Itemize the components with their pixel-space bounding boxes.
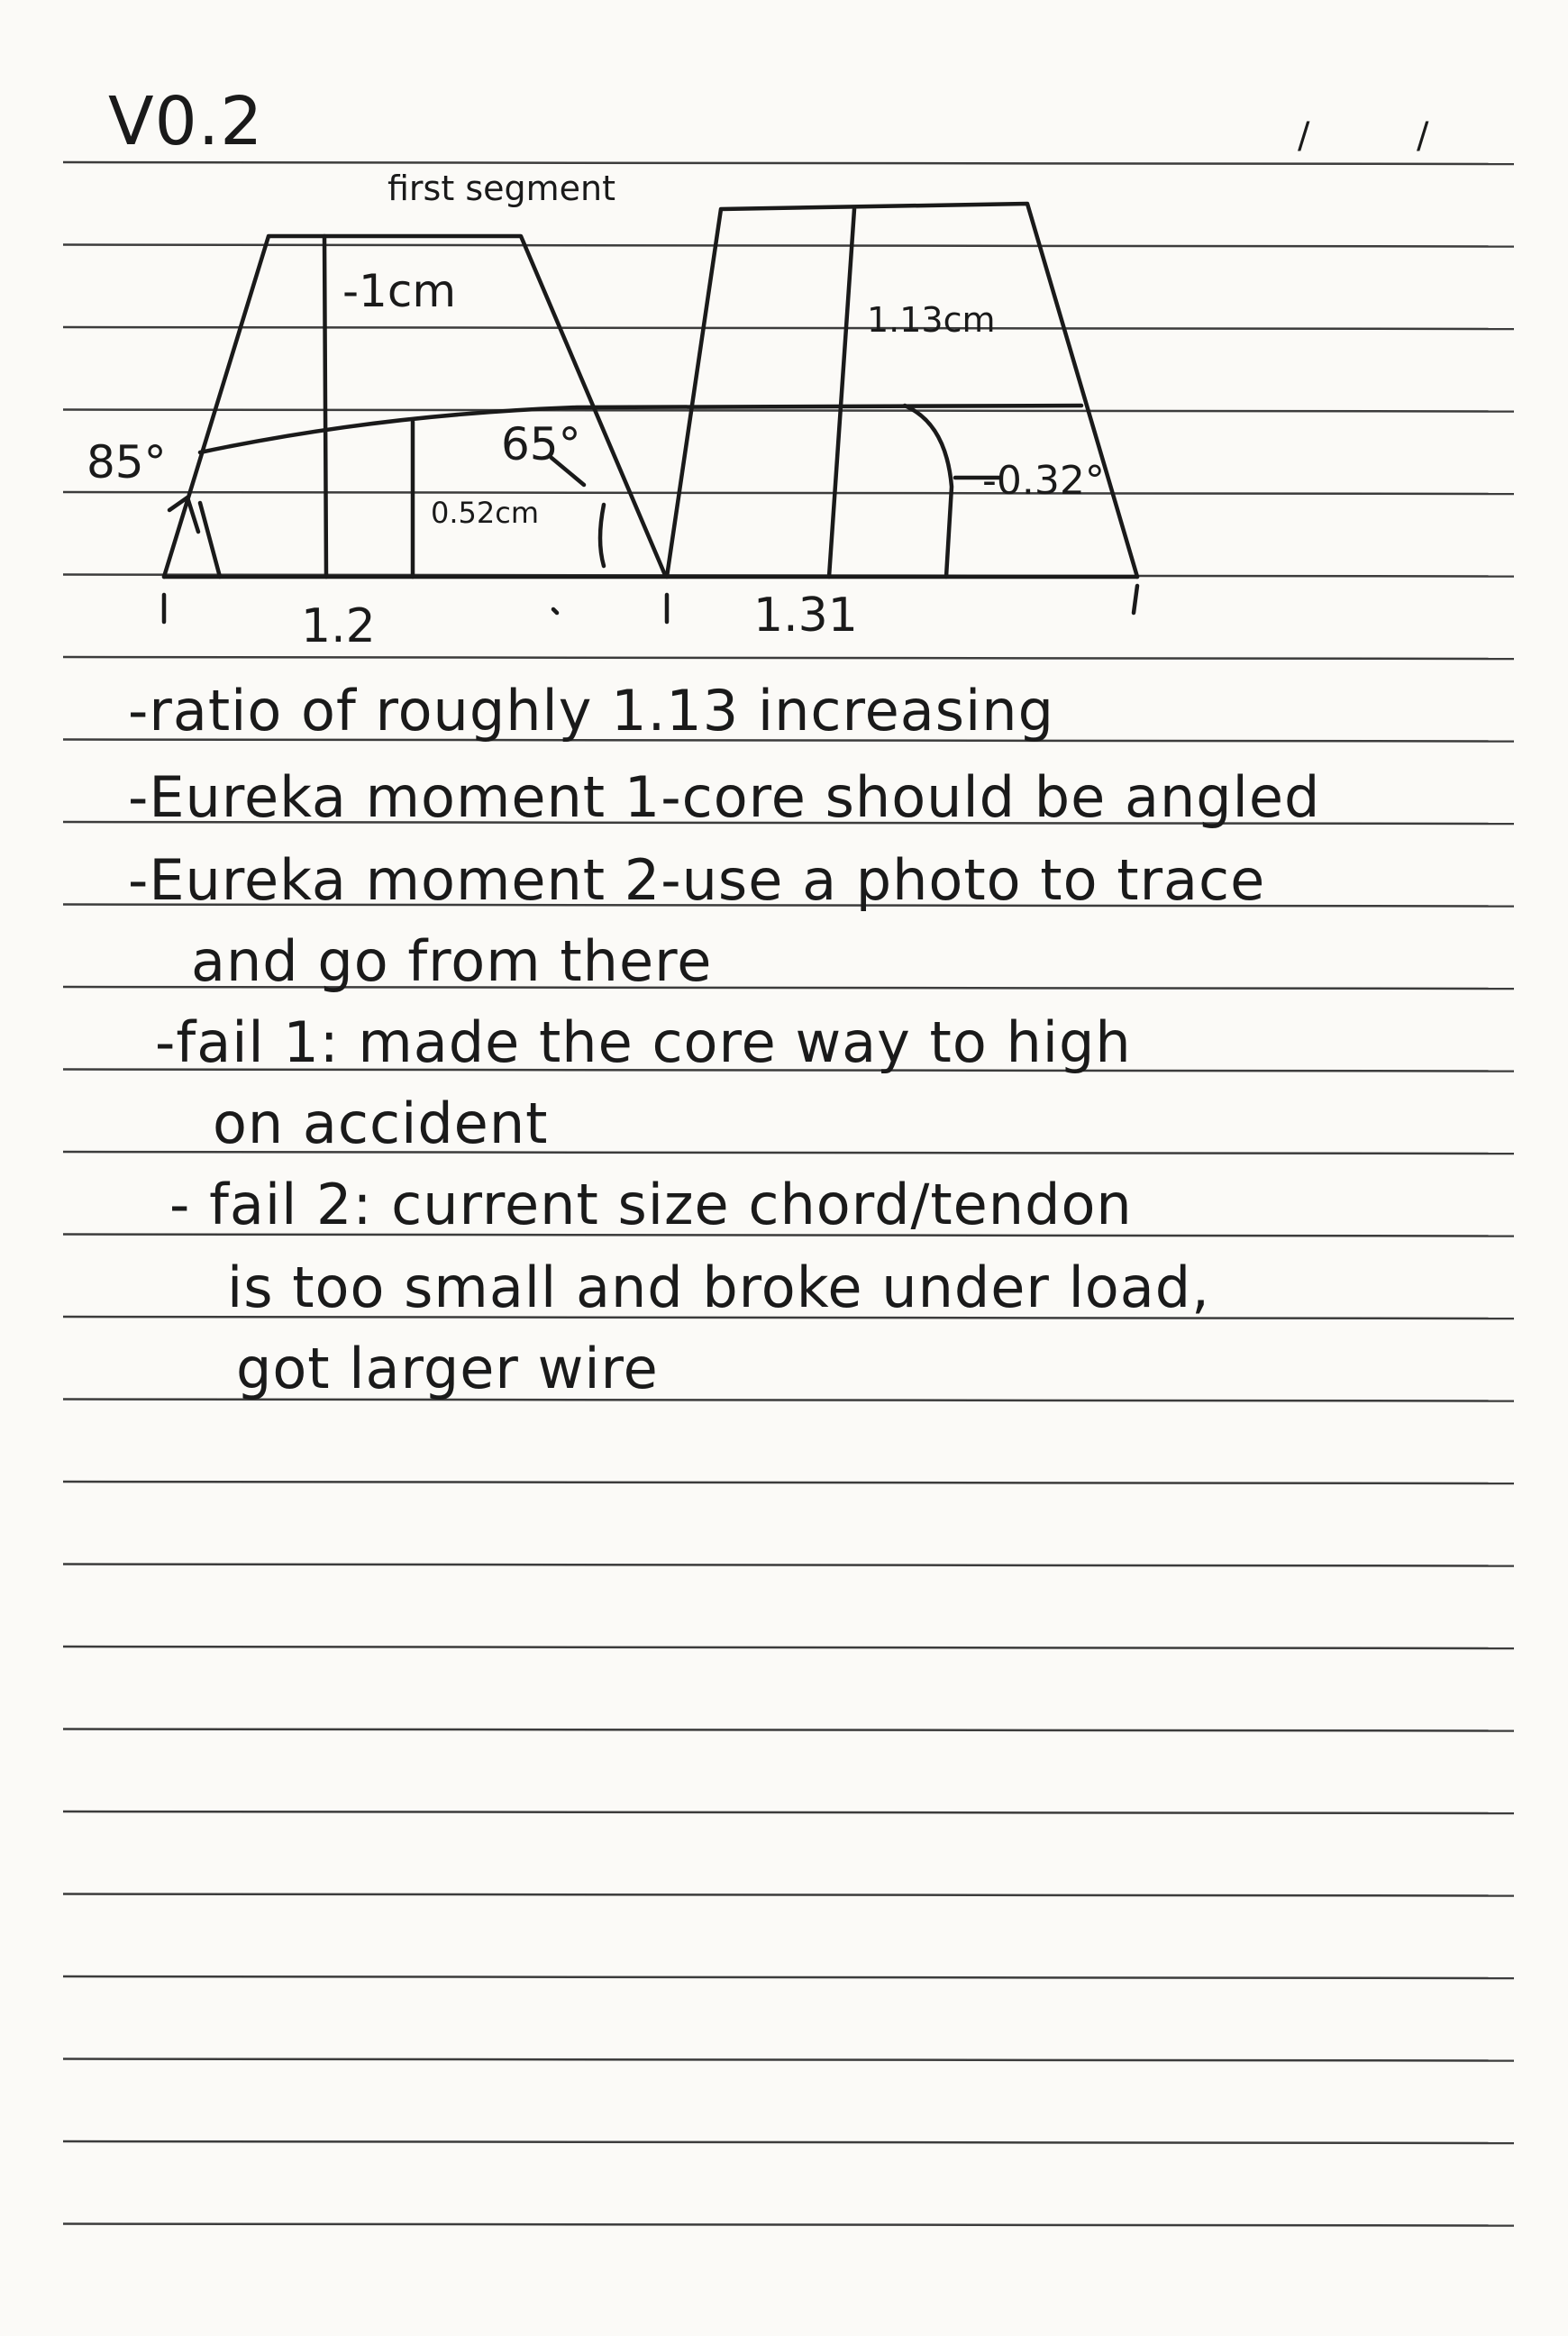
tick-mark: / [1417, 115, 1430, 157]
ruled-line [63, 1647, 1514, 1648]
height-label-2: 1.13cm [867, 300, 996, 340]
note-line: on accident [213, 1090, 549, 1156]
base-label-1: 1.2 [301, 599, 376, 653]
height-line-2 [829, 209, 854, 577]
angle-label-mid: 65° [501, 418, 581, 470]
note-line: - fail 2: current size chord/tendon [169, 1172, 1133, 1237]
core-height-label-2: -0.32° [982, 458, 1105, 504]
note-line: and go from there [191, 928, 713, 994]
note-line: -ratio of roughly 1.13 increasing [128, 678, 1054, 744]
ruled-line [63, 2141, 1514, 2143]
core-curve [200, 406, 1081, 452]
ruled-line [63, 1976, 1514, 1978]
angle-label-left: 85° [87, 436, 167, 488]
tick-mark: / [1298, 115, 1311, 157]
height-label-1: -1cm [342, 265, 457, 317]
ruled-line [63, 1894, 1514, 1896]
segment-label: first segment [387, 169, 616, 208]
segment-sketch [0, 0, 1568, 685]
page-title: V0.2 [108, 83, 264, 160]
ruled-line [63, 2059, 1514, 2061]
ruled-line [63, 2224, 1514, 2226]
ruled-line [63, 1729, 1514, 1731]
core-height-label: 0.52cm [431, 496, 540, 530]
note-line: got larger wire [236, 1336, 659, 1401]
note-line: -Eureka moment 1-core should be angled [128, 764, 1321, 830]
note-line: -fail 1: made the core way to high [155, 1009, 1132, 1075]
angle-mark-mid [600, 505, 604, 566]
ruled-line [63, 1811, 1514, 1813]
second-segment-trapezoid [667, 204, 1137, 577]
core-height-line-2 [905, 406, 952, 577]
note-line: -Eureka moment 2-use a photo to trace [128, 847, 1266, 913]
height-line-1 [324, 236, 326, 577]
ruled-line [63, 1482, 1514, 1483]
base-label-2: 1.31 [753, 589, 858, 643]
note-line: is too small and broke under load, [227, 1255, 1210, 1320]
ruled-line [63, 1565, 1514, 1566]
